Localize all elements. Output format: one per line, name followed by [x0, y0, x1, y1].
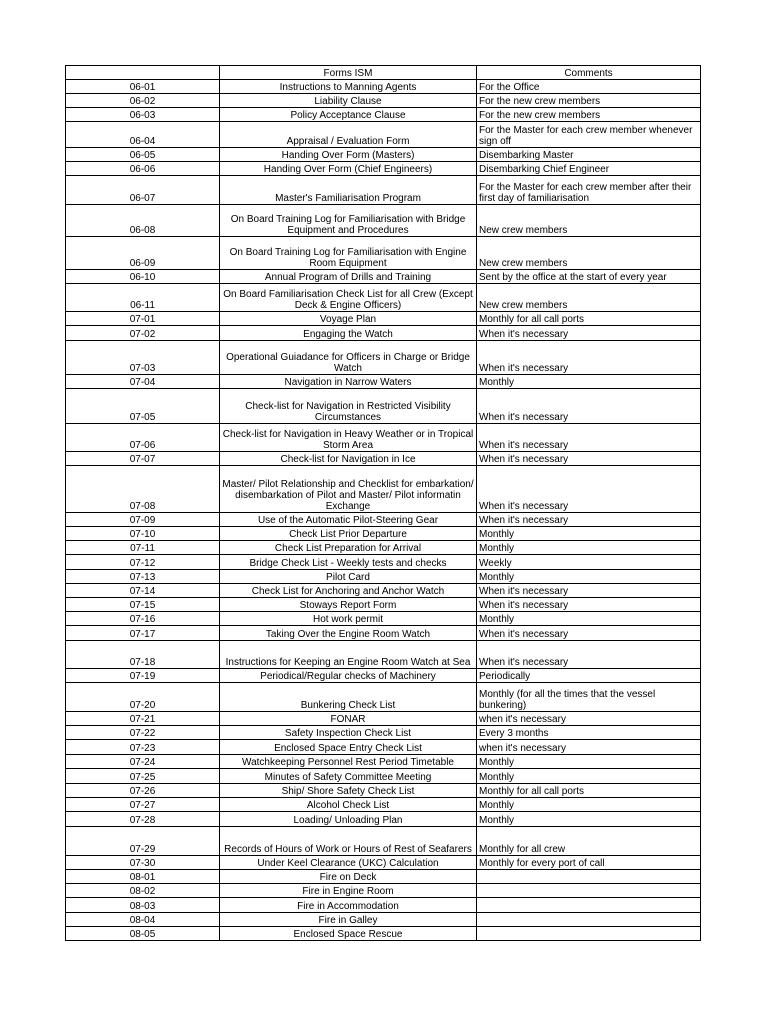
form-code: 06-02 [66, 94, 220, 108]
table-row [66, 769, 701, 784]
table-row [66, 513, 701, 527]
form-title: Handing Over Form (Chief Engineers) [220, 162, 477, 176]
table-row [66, 541, 701, 555]
form-code: 08-03 [66, 898, 220, 913]
table-row [66, 452, 701, 466]
form-title: Bridge Check List - Weekly tests and checks [220, 555, 477, 570]
table-row [66, 726, 701, 740]
table-row [66, 913, 701, 927]
form-title: Bunkering Check List [220, 683, 477, 712]
form-comment: Monthly [477, 570, 701, 584]
form-title: Check List for Anchoring and Anchor Watch [220, 584, 477, 598]
table-row [66, 784, 701, 798]
form-title: Enclosed Space Rescue [220, 927, 477, 941]
form-code: 07-22 [66, 726, 220, 740]
table-row [66, 641, 701, 669]
table-body [66, 66, 701, 941]
form-code: 07-13 [66, 570, 220, 584]
form-comment: Monthly for all call ports [477, 784, 701, 798]
form-code: 07-25 [66, 769, 220, 784]
form-title: Voyage Plan [220, 312, 477, 326]
form-title: Navigation in Narrow Waters [220, 375, 477, 389]
table-row [66, 80, 701, 94]
table-row [66, 712, 701, 726]
table-row [66, 148, 701, 162]
form-title: Policy Acceptance Clause [220, 108, 477, 122]
table-row [66, 584, 701, 598]
form-code: 06-11 [66, 284, 220, 312]
form-comment: Monthly for all call ports [477, 312, 701, 326]
form-code: 07-06 [66, 424, 220, 452]
form-code: 06-03 [66, 108, 220, 122]
form-comment: When it's necessary [477, 466, 701, 513]
form-title: Watchkeeping Personnel Rest Period Timetable [220, 755, 477, 769]
header-forms-ism: Forms ISM [220, 66, 477, 80]
form-title: Instructions for Keeping an Engine Room Watch at Sea [220, 641, 477, 669]
form-comment: For the Master for each crew member after their first day of familiarisation [477, 176, 701, 205]
header-row [66, 66, 701, 80]
form-code: 07-26 [66, 784, 220, 798]
form-comment [477, 913, 701, 927]
form-comment: Disembarking Master [477, 148, 701, 162]
table-row [66, 570, 701, 584]
form-title: Fire in Engine Room [220, 884, 477, 898]
form-comment: Every 3 months [477, 726, 701, 740]
form-comment: When it's necessary [477, 513, 701, 527]
table-row [66, 555, 701, 570]
form-code: 08-01 [66, 870, 220, 884]
form-comment: Monthly [477, 798, 701, 812]
form-comment: Sent by the office at the start of every year [477, 270, 701, 284]
form-code: 06-07 [66, 176, 220, 205]
form-code: 06-08 [66, 205, 220, 237]
form-comment: Monthly [477, 527, 701, 541]
table-row [66, 162, 701, 176]
form-comment: when it's necessary [477, 740, 701, 755]
form-title: Ship/ Shore Safety Check List [220, 784, 477, 798]
form-code: 07-10 [66, 527, 220, 541]
table-row [66, 598, 701, 612]
form-title: Hot work permit [220, 612, 477, 626]
form-title: Master's Familiarisation Program [220, 176, 477, 205]
table-row [66, 375, 701, 389]
form-code: 07-20 [66, 683, 220, 712]
form-code: 07-03 [66, 341, 220, 375]
form-title: Fire in Galley [220, 913, 477, 927]
form-comment: Monthly [477, 375, 701, 389]
form-comment: Monthly (for all the times that the vessel bunkering) [477, 683, 701, 712]
form-title: Under Keel Clearance (UKC) Calculation [220, 856, 477, 870]
table-row [66, 205, 701, 237]
form-comment: When it's necessary [477, 452, 701, 466]
form-title: Annual Program of Drills and Training [220, 270, 477, 284]
form-title: Engaging the Watch [220, 326, 477, 341]
form-comment: When it's necessary [477, 389, 701, 424]
table-row [66, 270, 701, 284]
form-code: 07-30 [66, 856, 220, 870]
form-code: 07-15 [66, 598, 220, 612]
header-comments: Comments [477, 66, 701, 80]
form-code: 06-05 [66, 148, 220, 162]
form-title: Check List Prior Departure [220, 527, 477, 541]
form-code: 06-01 [66, 80, 220, 94]
form-title: Taking Over the Engine Room Watch [220, 626, 477, 641]
form-comment: Monthly for every port of call [477, 856, 701, 870]
table-row [66, 424, 701, 452]
form-title: Use of the Automatic Pilot-Steering Gear [220, 513, 477, 527]
form-comment: Monthly [477, 541, 701, 555]
form-code: 07-09 [66, 513, 220, 527]
form-title: Master/ Pilot Relationship and Checklist for embarkation/ disembarkation of Pilot and Master/ Pilot informatin Exchange [220, 466, 477, 513]
form-code: 07-01 [66, 312, 220, 326]
table-row [66, 176, 701, 205]
table-row [66, 927, 701, 941]
form-title: Pilot Card [220, 570, 477, 584]
form-code: 07-14 [66, 584, 220, 598]
form-code: 07-12 [66, 555, 220, 570]
form-comment: When it's necessary [477, 326, 701, 341]
form-comment: For the new crew members [477, 94, 701, 108]
form-code: 07-02 [66, 326, 220, 341]
table-row [66, 341, 701, 375]
table-row [66, 870, 701, 884]
table-row [66, 884, 701, 898]
form-comment: When it's necessary [477, 341, 701, 375]
form-comment [477, 927, 701, 941]
table-row [66, 237, 701, 270]
form-code: 06-10 [66, 270, 220, 284]
form-title: Minutes of Safety Committee Meeting [220, 769, 477, 784]
table-row [66, 527, 701, 541]
form-title: Safety Inspection Check List [220, 726, 477, 740]
form-comment: Monthly [477, 812, 701, 827]
form-code: 07-17 [66, 626, 220, 641]
form-title: Fire on Deck [220, 870, 477, 884]
form-comment [477, 870, 701, 884]
form-comment: When it's necessary [477, 598, 701, 612]
table-row [66, 326, 701, 341]
form-comment: Monthly [477, 755, 701, 769]
table-row [66, 94, 701, 108]
table-row [66, 669, 701, 683]
form-code: 07-29 [66, 827, 220, 856]
form-comment [477, 898, 701, 913]
form-comment: Weekly [477, 555, 701, 570]
form-title: Records of Hours of Work or Hours of Rest of Seafarers [220, 827, 477, 856]
form-comment: When it's necessary [477, 424, 701, 452]
form-code: 07-04 [66, 375, 220, 389]
table-row [66, 898, 701, 913]
forms-ism-table [65, 65, 701, 941]
form-comment: When it's necessary [477, 584, 701, 598]
table-row [66, 108, 701, 122]
form-code: 07-24 [66, 755, 220, 769]
form-title: Stoways Report Form [220, 598, 477, 612]
form-title: Loading/ Unloading Plan [220, 812, 477, 827]
table-row [66, 626, 701, 641]
form-code: 07-23 [66, 740, 220, 755]
form-code: 06-04 [66, 122, 220, 148]
form-title: Appraisal / Evaluation Form [220, 122, 477, 148]
form-title: Periodical/Regular checks of Machinery [220, 669, 477, 683]
form-code: 08-04 [66, 913, 220, 927]
form-comment: For the new crew members [477, 108, 701, 122]
form-title: On Board Training Log for Familiarisation with Bridge Equipment and Procedures [220, 205, 477, 237]
form-comment: New crew members [477, 237, 701, 270]
table-row [66, 683, 701, 712]
form-title: Liability Clause [220, 94, 477, 108]
table-row [66, 312, 701, 326]
form-comment: Disembarking Chief Engineer [477, 162, 701, 176]
form-title: Check List Preparation for Arrival [220, 541, 477, 555]
form-comment: New crew members [477, 205, 701, 237]
form-code: 08-02 [66, 884, 220, 898]
table-row [66, 284, 701, 312]
form-title: Check-list for Navigation in Heavy Weather or in Tropical Storm Area [220, 424, 477, 452]
form-title: Alcohol Check List [220, 798, 477, 812]
form-title: On Board Training Log for Familiarisation with Engine Room Equipment [220, 237, 477, 270]
form-comment: Periodically [477, 669, 701, 683]
form-code: 07-05 [66, 389, 220, 424]
form-comment [477, 884, 701, 898]
form-code: 07-16 [66, 612, 220, 626]
form-title: Enclosed Space Entry Check List [220, 740, 477, 755]
form-code: 07-08 [66, 466, 220, 513]
form-title: Handing Over Form (Masters) [220, 148, 477, 162]
form-comment: Monthly [477, 769, 701, 784]
table-row [66, 798, 701, 812]
table-row [66, 612, 701, 626]
form-title: On Board Familiarisation Check List for all Crew (Except Deck & Engine Officers) [220, 284, 477, 312]
form-code: 07-21 [66, 712, 220, 726]
form-comment: For the Master for each crew member whenever sign off [477, 122, 701, 148]
form-comment: Monthly for all crew [477, 827, 701, 856]
form-title: FONAR [220, 712, 477, 726]
form-title: Operational Guiadance for Officers in Charge or Bridge Watch [220, 341, 477, 375]
form-code: 07-11 [66, 541, 220, 555]
form-code: 06-09 [66, 237, 220, 270]
form-code: 07-07 [66, 452, 220, 466]
table-row [66, 827, 701, 856]
form-comment: New crew members [477, 284, 701, 312]
form-title: Check-list for Navigation in Restricted Visibility Circumstances [220, 389, 477, 424]
form-comment: When it's necessary [477, 641, 701, 669]
form-title: Instructions to Manning Agents [220, 80, 477, 94]
form-title: Check-list for Navigation in Ice [220, 452, 477, 466]
form-comment: when it's necessary [477, 712, 701, 726]
table-row [66, 812, 701, 827]
form-code: 07-28 [66, 812, 220, 827]
form-title: Fire in Accommodation [220, 898, 477, 913]
form-code: 07-18 [66, 641, 220, 669]
form-comment: For the Office [477, 80, 701, 94]
table-row [66, 389, 701, 424]
form-comment: Monthly [477, 612, 701, 626]
form-code: 08-05 [66, 927, 220, 941]
form-code: 07-27 [66, 798, 220, 812]
form-comment: When it's necessary [477, 626, 701, 641]
form-code: 06-06 [66, 162, 220, 176]
table-row [66, 856, 701, 870]
form-code: 07-19 [66, 669, 220, 683]
header-code [66, 66, 220, 80]
table-row [66, 740, 701, 755]
table-row [66, 466, 701, 513]
table-row [66, 122, 701, 148]
table-row [66, 755, 701, 769]
